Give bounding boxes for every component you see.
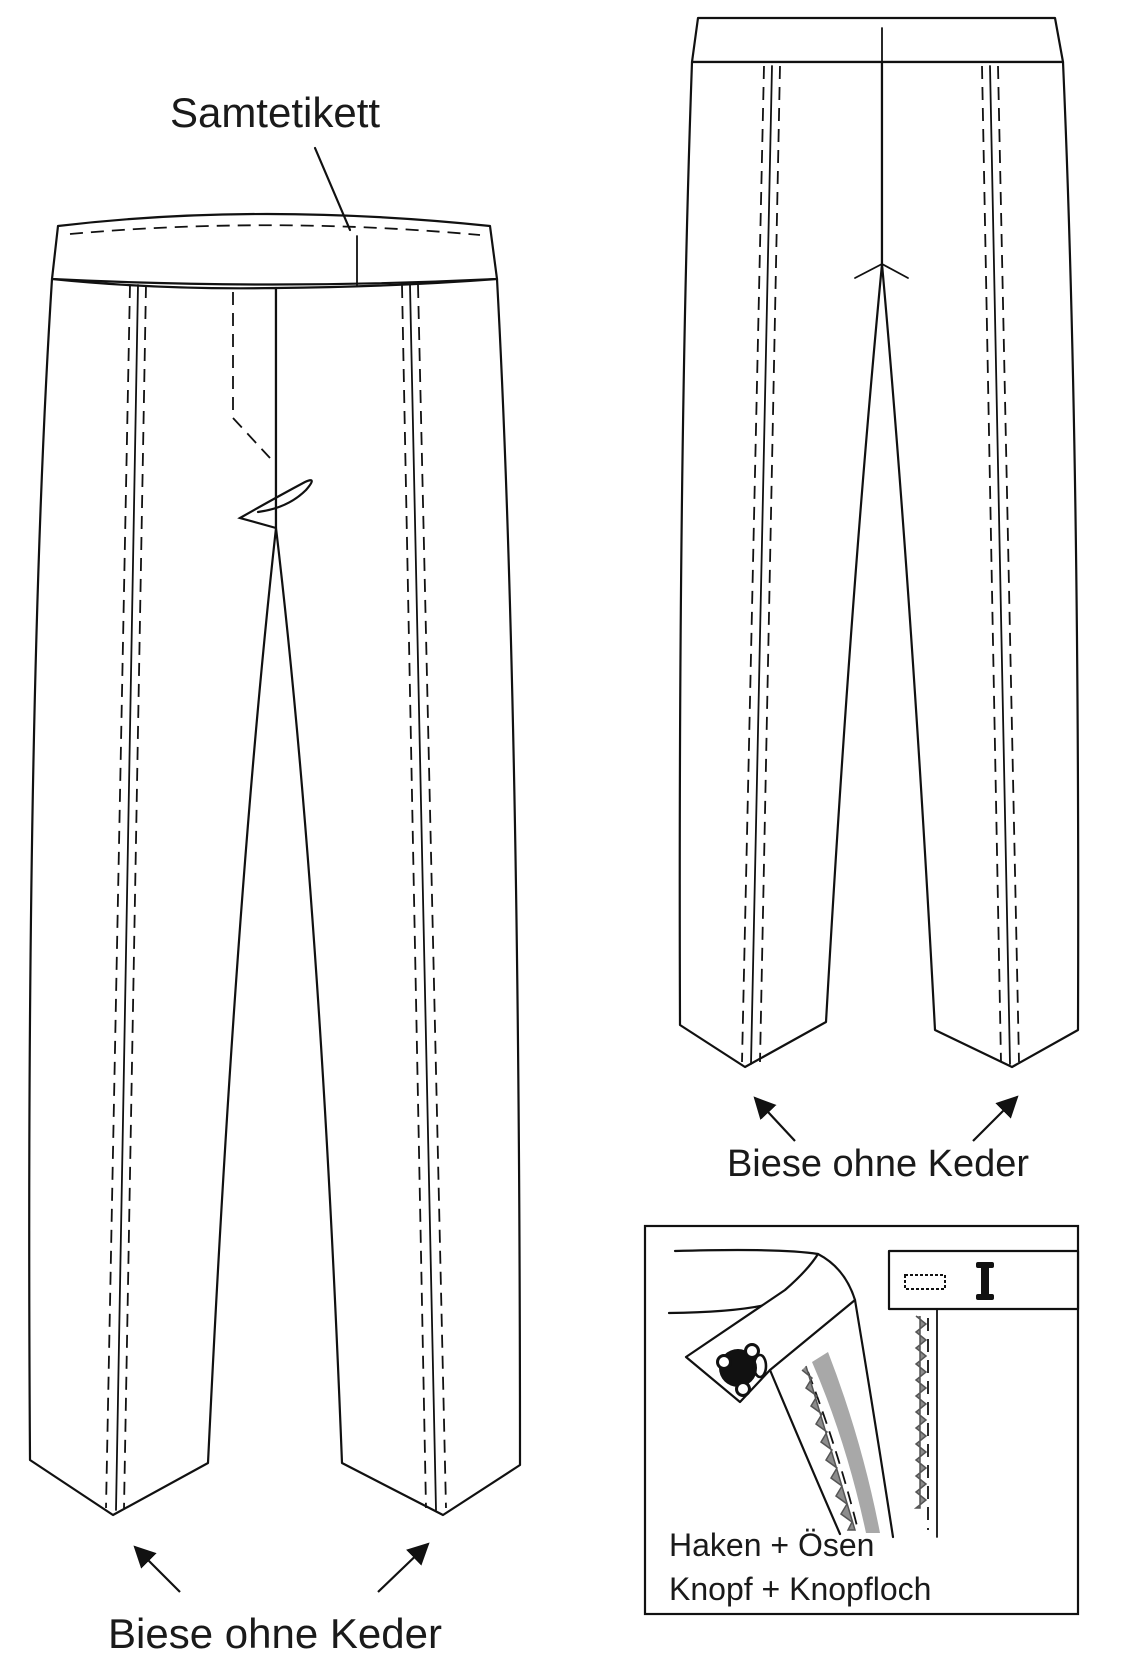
front-waistband bbox=[52, 214, 497, 285]
front-right-arrow bbox=[378, 1544, 428, 1592]
back-right-leg bbox=[882, 62, 1078, 1067]
velvet-label-text: Samtetikett bbox=[169, 89, 381, 136]
detail-hooks-label: Haken + Ösen bbox=[669, 1527, 875, 1563]
front-left-arrow bbox=[135, 1547, 180, 1592]
detail-button-label: Knopf + Knopfloch bbox=[669, 1571, 932, 1607]
back-waistband bbox=[692, 18, 1063, 62]
back-piping-label: Biese ohne Keder bbox=[726, 1143, 1030, 1185]
back-view bbox=[680, 18, 1078, 1185]
back-left-leg bbox=[680, 62, 882, 1067]
closure-detail bbox=[645, 1226, 1078, 1614]
front-view bbox=[29, 89, 520, 1654]
buttonhole-icon bbox=[905, 1275, 945, 1289]
front-right-leg bbox=[276, 279, 520, 1515]
front-piping-label: Biese ohne Keder bbox=[108, 1610, 442, 1654]
back-left-arrow bbox=[755, 1098, 795, 1141]
front-left-leg bbox=[29, 279, 276, 1515]
back-right-arrow bbox=[973, 1097, 1017, 1141]
